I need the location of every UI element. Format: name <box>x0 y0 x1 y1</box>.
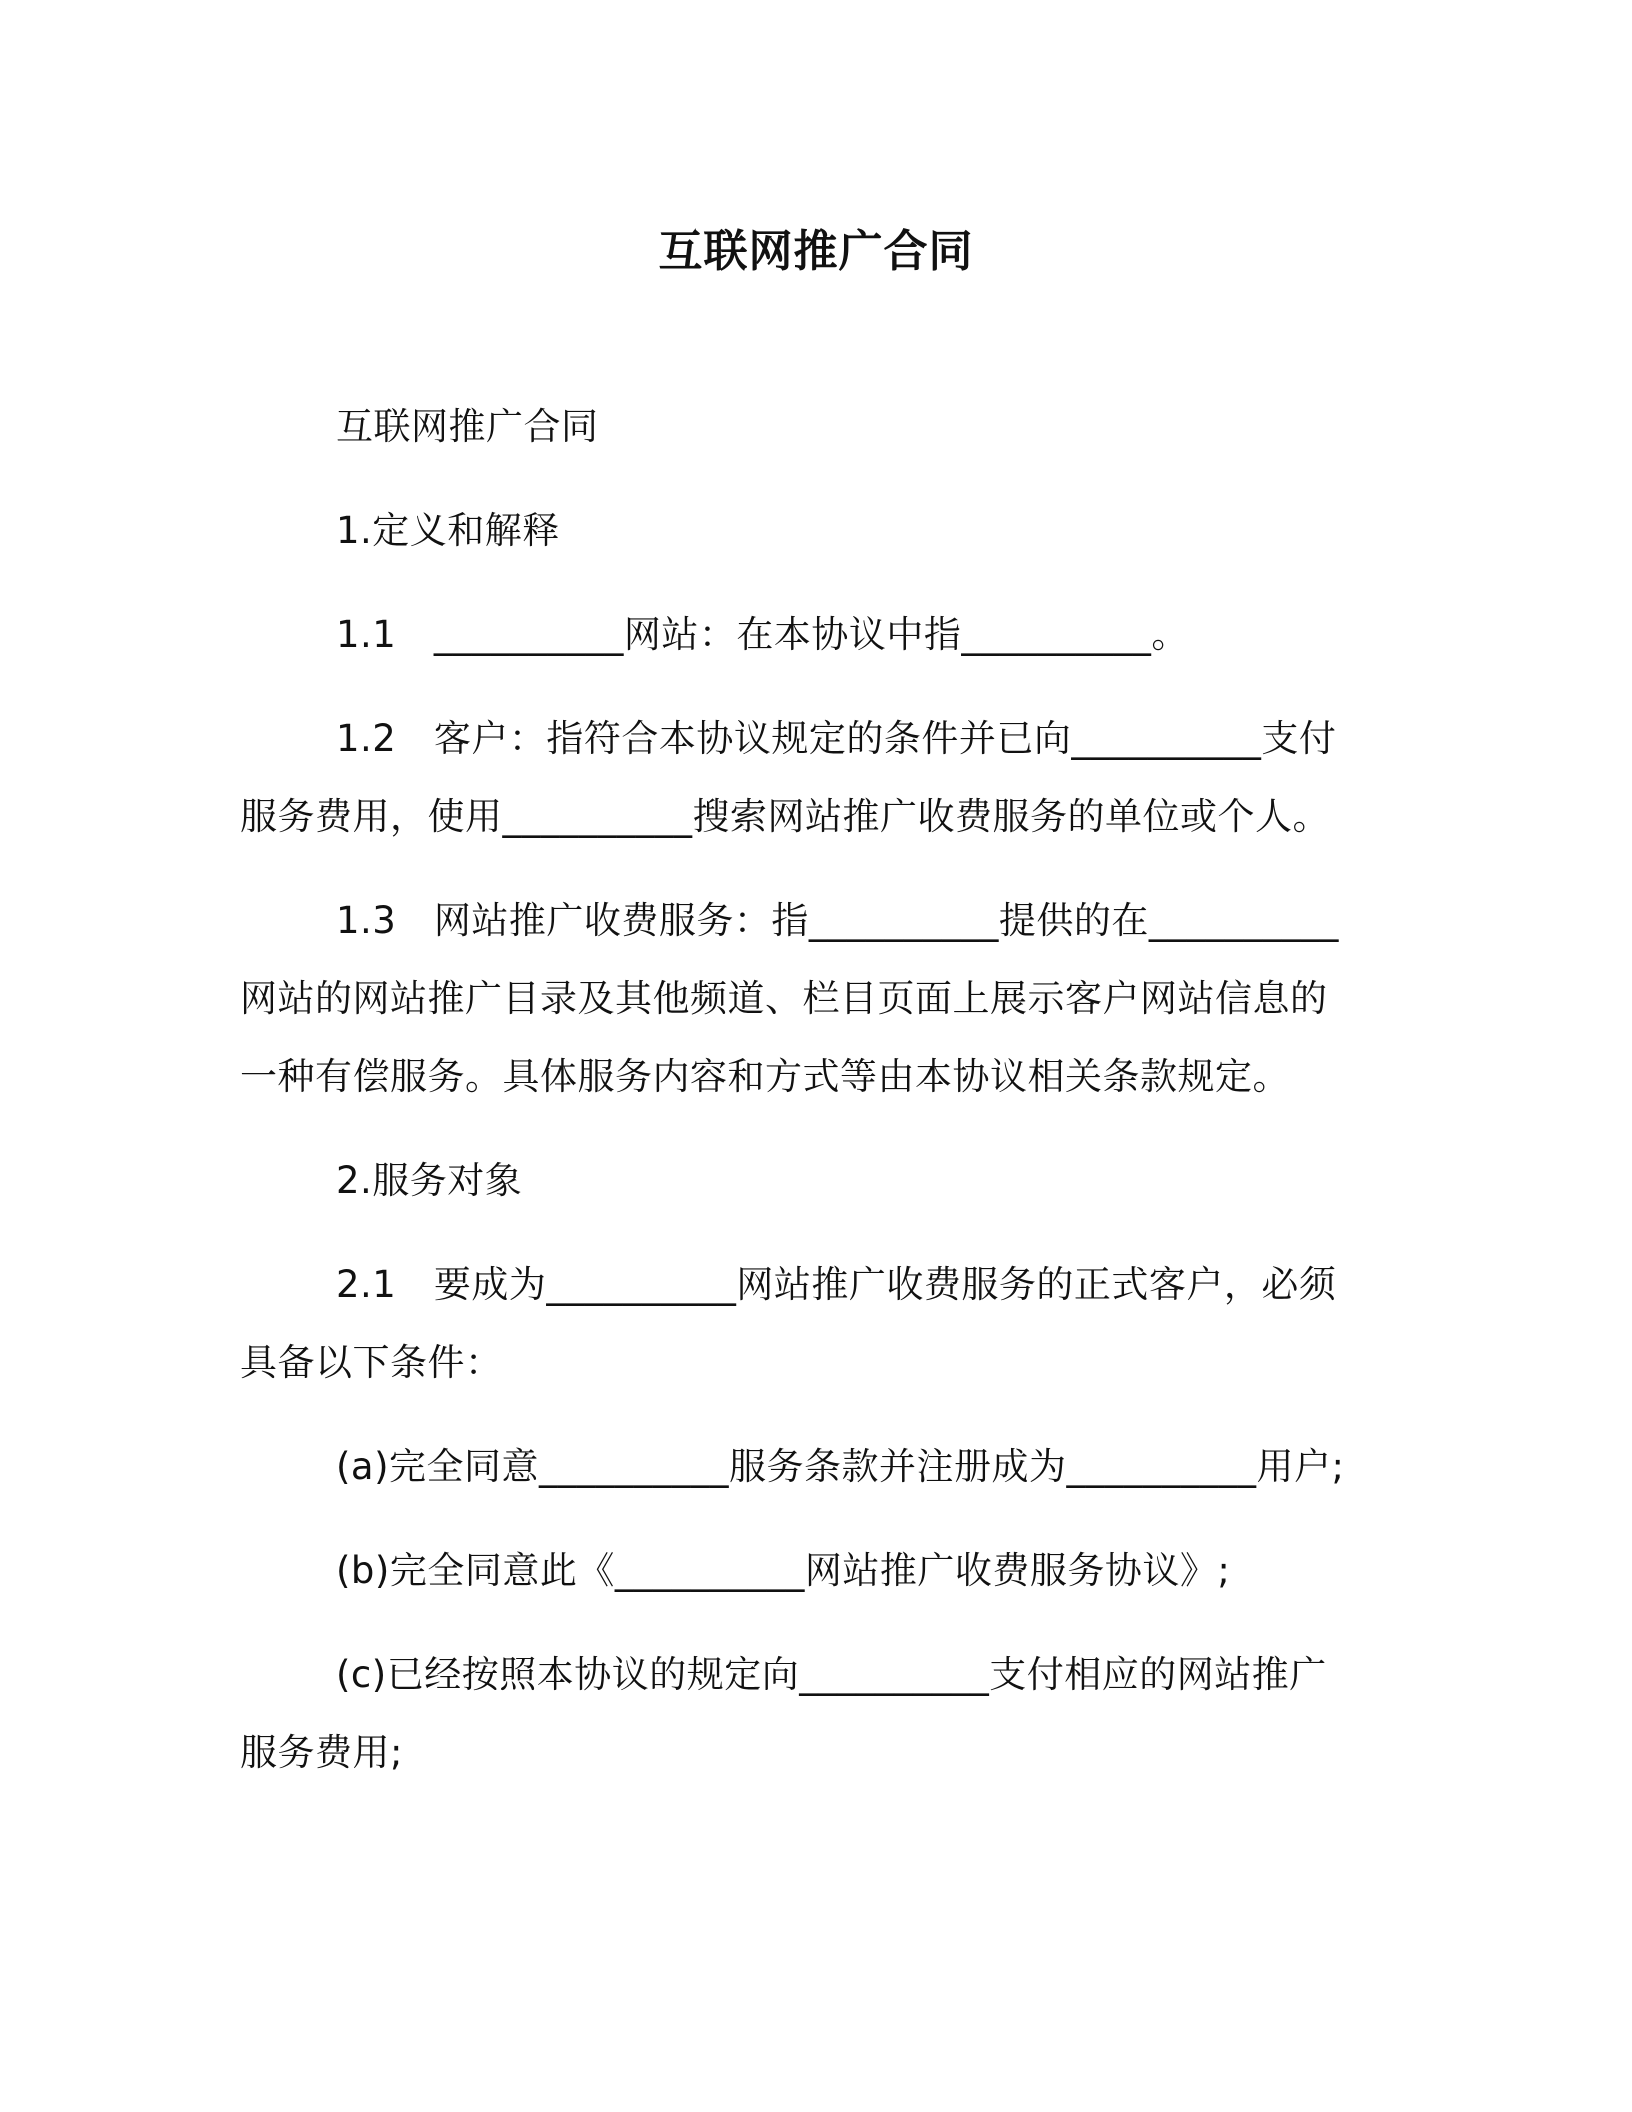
paragraph-heading: 互联网推广合同 <box>336 405 599 448</box>
clause-1-3: 1.3 网站推广收费服务：指__________提供的在__________网站的网站推广目录及其他频道、栏目页面上展示客户网站信息的一种有偿服务。具体服务内容和方式等由本协议相关条款规定。 <box>240 899 1339 1098</box>
clause-2-1: 2.1 要成为__________网站推广收费服务的正式客户，必须具备以下条件： <box>240 1263 1337 1384</box>
section-2-heading: 2.服务对象 <box>336 1159 523 1202</box>
clause-1-2: 1.2 客户：指符合本协议规定的条件并已向__________支付服务费用，使用__________搜索网站推广收费服务的单位或个人。 <box>240 717 1337 838</box>
condition-b: (b)完全同意此《__________网站推广收费服务协议》; <box>336 1549 1231 1592</box>
clause-1-1: 1.1 __________网站：在本协议中指__________。 <box>336 613 1189 656</box>
document-title: 互联网推广合同 <box>658 226 974 277</box>
document-body <box>240 388 1350 1792</box>
condition-c: (c)已经按照本协议的规定向__________支付相应的网站推广服务费用; <box>240 1653 1327 1774</box>
section-1-heading: 1.定义和解释 <box>336 509 560 552</box>
condition-a: (a)完全同意__________服务条款并注册成为__________用户; <box>336 1445 1345 1488</box>
